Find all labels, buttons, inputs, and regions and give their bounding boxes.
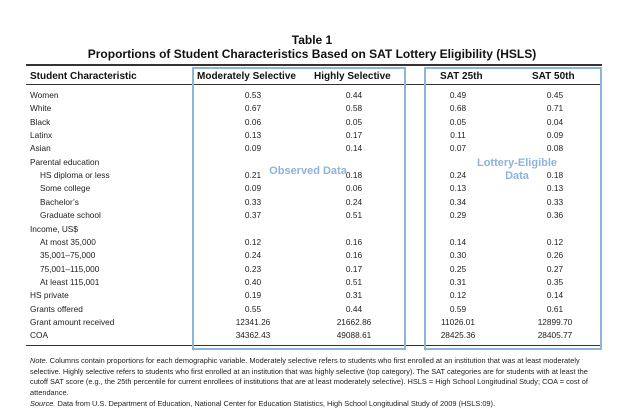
- lottery-eligible-label-line2: Data: [505, 170, 529, 182]
- cell-highly-selective: 0.44: [345, 90, 363, 100]
- cell-moderately-selective: 0.09: [244, 183, 262, 194]
- row-label: Asian: [30, 143, 51, 154]
- cell-moderately-selective: 0.53: [244, 90, 262, 100]
- row-label: HS diploma or less: [40, 170, 110, 181]
- header-sat-50th: SAT 50th: [532, 71, 575, 82]
- cell-highly-selective: 0.06: [345, 183, 363, 194]
- row-label: Bachelor’s: [40, 196, 79, 207]
- cell-highly-selective: 0.44: [345, 303, 363, 314]
- cell-highly-selective: 0.05: [345, 116, 363, 127]
- cell-highly-selective: 0.31: [345, 290, 363, 301]
- cell-sat-25th: 28425.36: [440, 330, 476, 341]
- cell-highly-selective: 0.16: [345, 250, 363, 261]
- cell-moderately-selective: 12341.26: [235, 316, 271, 327]
- cell-moderately-selective: 0.40: [244, 276, 262, 287]
- cell-sat-50th: 0.04: [546, 116, 564, 127]
- lottery-eligible-box: [424, 67, 602, 350]
- cell-moderately-selective: 0.12: [244, 236, 262, 247]
- cell-moderately-selective: 0.21: [244, 170, 262, 181]
- cell-sat-25th: 0.30: [449, 250, 467, 261]
- cell-highly-selective: 0.18: [345, 170, 363, 181]
- row-label: Graduate school: [40, 210, 101, 221]
- cell-highly-selective: 0.24: [345, 196, 363, 207]
- row-label: Black: [30, 116, 51, 127]
- row-label: Parental education: [30, 156, 100, 167]
- cell-sat-25th: 0.13: [449, 183, 467, 194]
- cell-moderately-selective: 0.09: [244, 143, 262, 154]
- cell-sat-25th: 11026.01: [441, 316, 475, 327]
- cell-sat-25th: 0.59: [449, 303, 467, 314]
- cell-sat-25th: 0.68: [449, 103, 467, 114]
- table-title: Proportions of Student Characteristics Based on SAT Lottery Eligibility (HSLS): [87, 47, 537, 61]
- cell-sat-25th: 0.12: [449, 290, 467, 301]
- cell-moderately-selective: 0.33: [244, 196, 262, 207]
- row-label: COA: [30, 330, 48, 341]
- cell-sat-25th: 0.07: [449, 143, 467, 154]
- cell-sat-50th: 0.09: [546, 130, 564, 141]
- cell-sat-50th: 0.36: [546, 210, 564, 221]
- cell-moderately-selective: 0.24: [244, 250, 262, 261]
- cell-highly-selective: 49088.61: [336, 330, 372, 341]
- cell-sat-50th: 0.33: [546, 196, 564, 207]
- cell-highly-selective: 0.51: [345, 210, 363, 221]
- cell-sat-25th: 0.31: [449, 276, 467, 287]
- cell-sat-50th: 0.45: [546, 90, 564, 100]
- cell-moderately-selective: 0.23: [244, 263, 262, 274]
- lottery-eligible-label-line1: Lottery-Eligible: [476, 157, 558, 169]
- row-label: Women: [30, 90, 59, 100]
- row-label: Some college: [40, 183, 91, 194]
- cell-moderately-selective: 0.67: [244, 103, 262, 114]
- row-label: Latinx: [30, 130, 53, 141]
- source-label: Source.: [30, 399, 56, 408]
- header-moderately-selective: Moderately Selective: [197, 71, 296, 82]
- top-rule: [26, 64, 602, 66]
- cell-moderately-selective: 34362.43: [235, 330, 271, 341]
- cell-sat-50th: 0.71: [546, 103, 564, 114]
- cell-sat-25th: 0.49: [449, 90, 467, 100]
- cell-sat-25th: 0.29: [449, 210, 467, 221]
- cell-sat-25th: 0.34: [449, 196, 467, 207]
- cell-sat-50th: 0.12: [546, 236, 564, 247]
- header-student-characteristic: Student Characteristic: [30, 71, 137, 82]
- cell-moderately-selective: 0.55: [244, 303, 262, 314]
- cell-sat-50th: 0.13: [546, 183, 564, 194]
- cell-sat-25th: 0.11: [450, 130, 466, 141]
- cell-highly-selective: 21662.86: [336, 316, 372, 327]
- table-note: [30, 356, 595, 398]
- cell-sat-25th: 0.24: [449, 170, 467, 181]
- cell-sat-50th: 12899.70: [537, 316, 573, 327]
- cell-moderately-selective: 0.19: [244, 290, 262, 301]
- row-label: Grants offered: [30, 303, 83, 314]
- row-label: At least 115,001: [40, 276, 100, 287]
- cell-moderately-selective: 0.13: [244, 130, 262, 141]
- row-label: At most 35,000: [40, 236, 96, 247]
- row-label: 35,001–75,000: [40, 250, 96, 261]
- observed-data-label: Observed Data: [269, 165, 347, 177]
- cell-sat-50th: 0.26: [546, 250, 564, 261]
- cell-sat-50th: 0.08: [546, 143, 564, 154]
- header-sat-25th: SAT 25th: [440, 71, 483, 82]
- cell-moderately-selective: 0.06: [244, 116, 262, 127]
- cell-sat-50th: 0.61: [546, 303, 564, 314]
- cell-highly-selective: 0.58: [345, 103, 363, 114]
- cell-highly-selective: 0.16: [345, 236, 363, 247]
- note-label: Note.: [30, 356, 48, 365]
- table-source: [30, 399, 595, 410]
- cell-highly-selective: 0.51: [345, 276, 363, 287]
- cell-sat-50th: 28405.77: [537, 330, 573, 341]
- cell-sat-50th: 0.18: [546, 170, 564, 181]
- cell-highly-selective: 0.17: [345, 263, 363, 274]
- source-text: Data from U.S. Department of Education, National Center for Education Statistics, High School Longitudinal Study of 2009 (HSLS:09).: [55, 399, 496, 408]
- row-label: HS private: [30, 290, 69, 301]
- cell-sat-25th: 0.14: [449, 236, 467, 247]
- observed-data-box: [192, 67, 406, 350]
- cell-sat-50th: 0.35: [546, 276, 564, 287]
- row-label: Income, US$: [30, 223, 78, 234]
- row-label: White: [30, 103, 52, 114]
- cell-moderately-selective: 0.37: [244, 210, 262, 221]
- cell-sat-50th: 0.27: [546, 263, 564, 274]
- cell-sat-25th: 0.25: [449, 263, 467, 274]
- cell-highly-selective: 0.14: [345, 143, 363, 154]
- table-label: Table 1: [291, 33, 333, 47]
- row-label: Grant amount received: [30, 316, 115, 327]
- note-text: Columns contain proportions for each demographic variable. Moderately selective refers to students who first enrolled at an institution that was at least moderately selective. Highly selective refers to students who first enrolled at an institution that was highly selective (top category). The SAT categories are for students with at least the cutoff SAT score (e.g., the 25th percentile for current enrollees of institutions that are at least moderately selective). HSLS = High School Longitudinal Study; COA = cost of attendance.: [30, 356, 588, 397]
- cell-sat-25th: 0.05: [449, 116, 467, 127]
- cell-sat-50th: 0.14: [546, 290, 564, 301]
- row-label: 75,001–115,000: [40, 263, 100, 274]
- header-highly-selective: Highly Selective: [314, 71, 391, 82]
- cell-highly-selective: 0.17: [345, 130, 363, 141]
